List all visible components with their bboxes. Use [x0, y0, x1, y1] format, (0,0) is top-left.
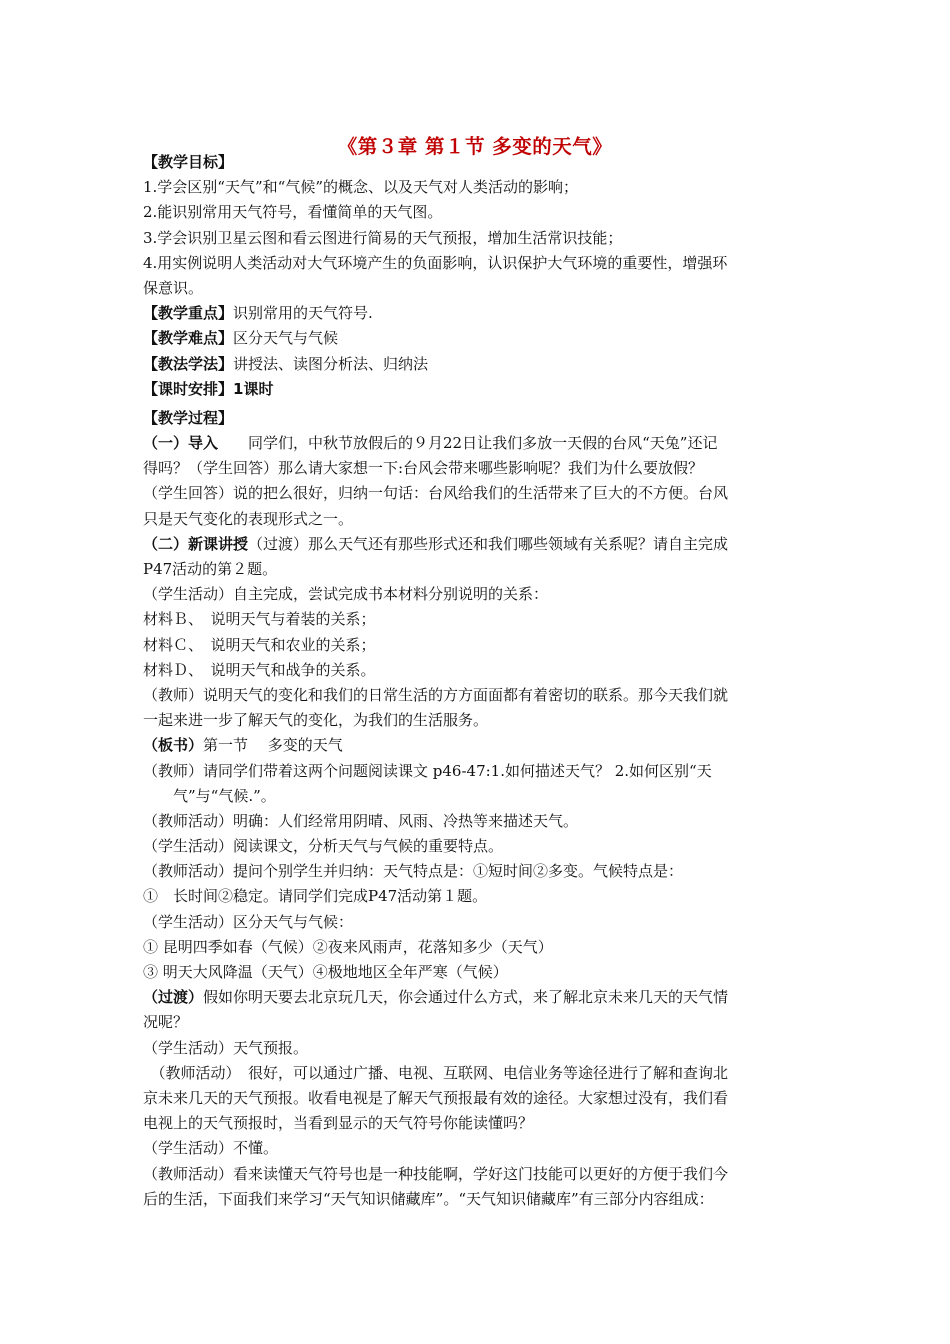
- lesson-line: （教师活动）明确：人们经常用阴晴、风雨、冷热等来描述天气。: [143, 811, 579, 830]
- intro-row: [143, 431, 813, 456]
- methods-text: 讲授法、读图分析法、归纳法: [233, 354, 429, 373]
- intro-line: 只是天气变化的表现形式之一。: [143, 509, 354, 528]
- new-lesson-line: 材料Ｄ、 说明天气和战争的关系。: [143, 660, 376, 679]
- process-heading: 【教学过程】: [143, 408, 234, 427]
- document-title: 《第３章 第１节 多变的天气》: [337, 135, 613, 158]
- difficulty-row: [143, 326, 813, 351]
- transition-label: （过渡）: [143, 988, 204, 1007]
- transition-row: [143, 985, 813, 1010]
- transition-line: 况呢？: [143, 1013, 189, 1032]
- lesson-line: ① 长时间②稳定。请同学们完成P47活动第１题。: [143, 887, 488, 906]
- new-lesson-line: （教师）说明天气的变化和我们的日常生活的方方面面都有着密切的联系。那今天我们就: [143, 685, 729, 704]
- new-lesson-line: 一起来进一步了解天气的变化，为我们的生活服务。: [143, 711, 489, 730]
- new-lesson-line: 材料Ｂ、 说明天气与着装的关系；: [143, 610, 376, 629]
- lesson-line: 气”与“气候.”。: [143, 786, 276, 805]
- intro-line: （学生回答）说的把么很好，归纳一句话：台风给我们的生活带来了巨大的不方便。台风: [143, 484, 729, 503]
- goals-heading: 【教学目标】: [143, 153, 234, 171]
- board-row: [143, 733, 813, 758]
- methods-label: 【教法学法】: [143, 354, 234, 373]
- goal-line: 3.学会识别卫星云图和看云图进行简易的天气预报，增加生活常识技能；: [143, 228, 623, 247]
- new-lesson-line: 材料Ｃ、 说明天气和农业的关系；: [143, 635, 376, 654]
- lesson-line: 后的生活，下面我们来学习“天气知识储藏库”。“天气知识储藏库”有三部分内容组成：: [143, 1189, 714, 1208]
- transition-line: 假如你明天要去北京玩几天，你会通过什么方式，来了解北京未来几天的天气情: [203, 988, 729, 1007]
- document-body: [143, 150, 813, 1212]
- board-text: 第一节 多变的天气: [203, 736, 343, 755]
- key-point-text: 识别常用的天气符号.: [233, 304, 373, 323]
- new-lesson-line: （过渡）那么天气还有那些形式还和我们哪些领域有关系呢？请自主完成: [248, 534, 729, 553]
- lesson-line: （教师活动）提问个别学生并归纳：天气特点是：①短时间②多变。气候特点是：: [143, 862, 684, 881]
- lesson-line: （教师）请同学们带着这两个问题阅读课文 p46-47:1.如何描述天气？ 2.如何区别“天: [143, 761, 712, 780]
- intro-label: （一）导入: [143, 434, 219, 453]
- lesson-line: （教师活动）看来读懂天气符号也是一种技能啊，学好这门技能可以更好的方便于我们今: [143, 1164, 729, 1183]
- schedule-row: [143, 377, 813, 402]
- lesson-line: （学生活动）区分天气与气候：: [143, 912, 354, 931]
- lesson-line: （学生活动）不懂。: [143, 1139, 279, 1158]
- difficulty-text: 区分天气与气候: [233, 329, 339, 348]
- goal-line: 保意识。: [143, 278, 204, 297]
- new-lesson-line: P47活动的第２题。: [143, 560, 278, 578]
- new-lesson-line: （学生活动）自主完成，尝试完成书本材料分别说明的关系：: [143, 585, 549, 604]
- schedule-text: 1课时: [233, 379, 274, 398]
- new-lesson-row: [143, 532, 813, 557]
- intro-line: 得吗？（学生回答）那么请大家想一下:台风会带来哪些影响呢？我们为什么要放假？: [143, 459, 704, 478]
- schedule-label: 【课时安排】: [143, 379, 234, 398]
- goal-line: 1.学会区别“天气”和“气候”的概念、以及天气对人类活动的影响；: [143, 178, 578, 197]
- lesson-line: （学生活动）阅读课文，分析天气与气候的重要特点。: [143, 837, 504, 856]
- methods-row: [143, 352, 813, 377]
- key-point-row: [143, 301, 813, 326]
- new-lesson-label: （二）新课讲授: [143, 534, 249, 553]
- key-point-label: 【教学重点】: [143, 304, 234, 323]
- lesson-line: （学生活动）天气预报。: [143, 1038, 309, 1057]
- goal-line: 2.能识别常用天气符号，看懂简单的天气图。: [143, 203, 443, 222]
- difficulty-label: 【教学难点】: [143, 329, 234, 348]
- intro-line: 同学们，中秋节放假后的９月22日让我们多放一天假的台风“天兔”还记: [218, 434, 718, 453]
- goal-line: 4.用实例说明人类活动对大气环境产生的负面影响，认识保护大气环境的重要性，增强环: [143, 253, 728, 272]
- lesson-line: ③ 明天大风降温（天气）④极地地区全年严寒（气候）: [143, 963, 508, 981]
- lesson-line: （教师活动） 很好，可以通过广播、电视、互联网、电信业务等途径进行了解和查询北: [143, 1063, 729, 1082]
- board-label: （板书）: [143, 736, 204, 755]
- lesson-line: 京未来几天的天气预报。收看电视是了解天气预报最有效的途径。大家想过没有，我们看: [143, 1088, 729, 1107]
- lesson-line: 电视上的天气预报时，当看到显示的天气符号你能读懂吗？: [143, 1114, 534, 1133]
- lesson-line: ① 昆明四季如春（气候）②夜来风雨声，花落知多少（天气）: [143, 937, 553, 956]
